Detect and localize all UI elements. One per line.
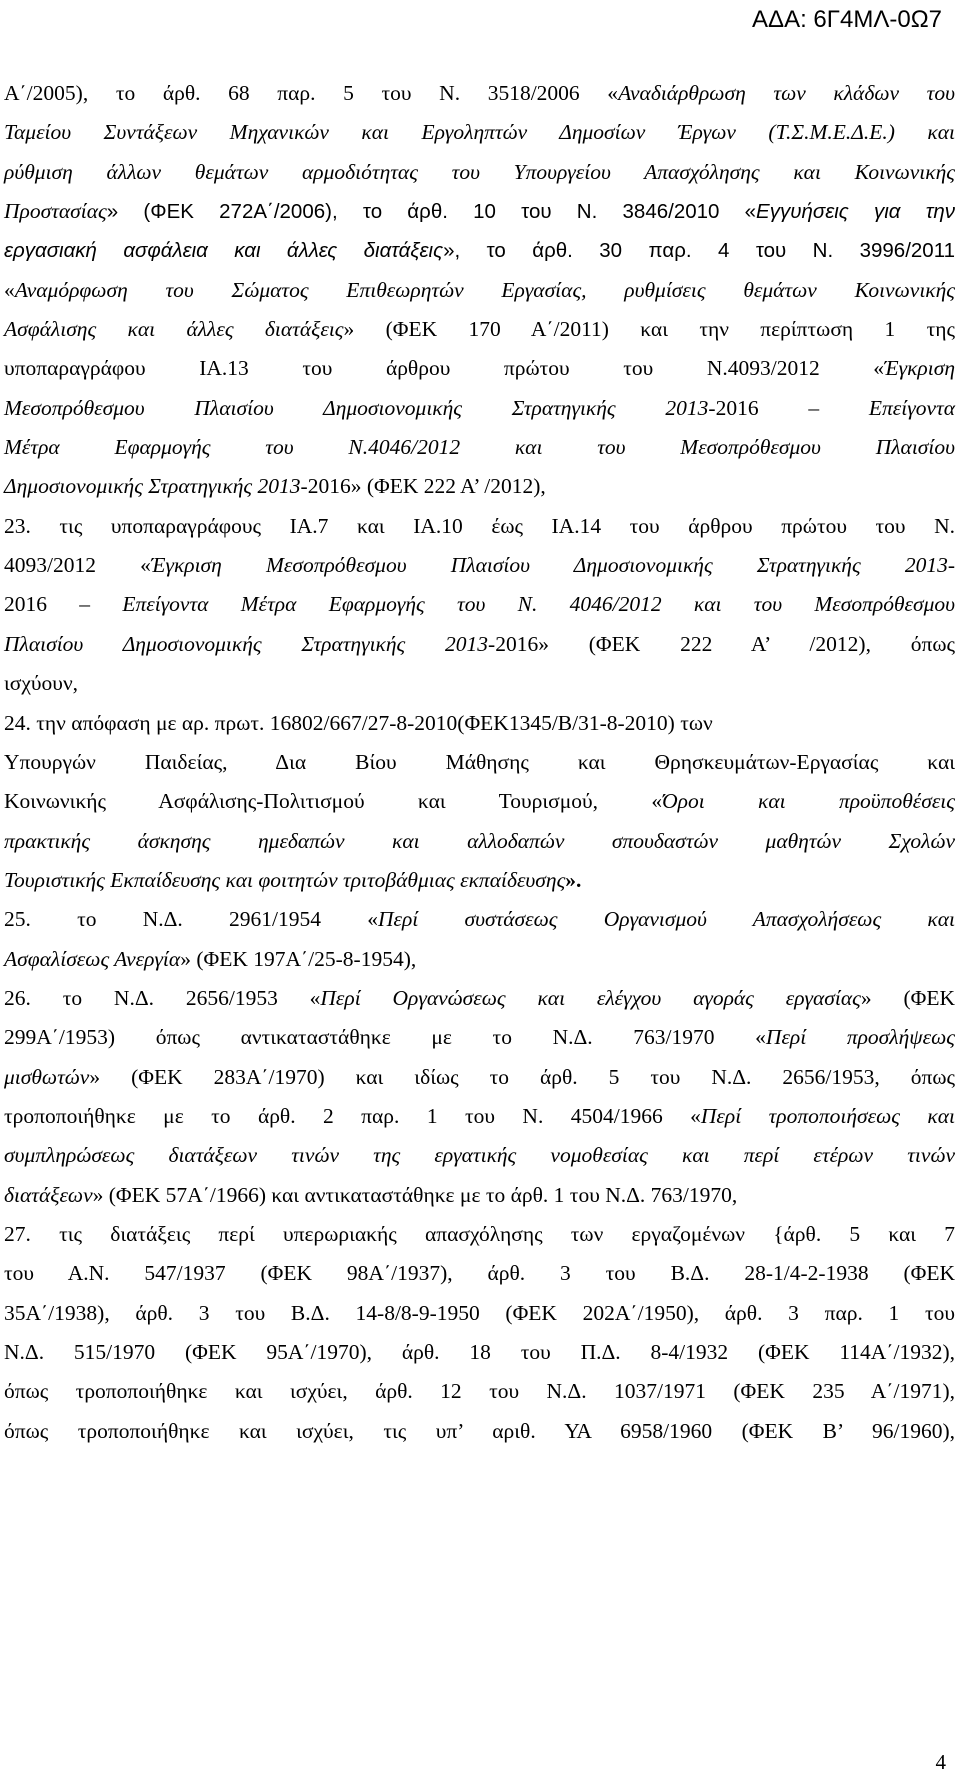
text-run: 299Α΄/1953) όπως αντικαταστάθηκε με το Ν.Δ. 763/1970 « [4,1025,766,1050]
italic-text: Δημοσιονομικής Στρατηγικής 2013 [4,474,301,499]
text-line [4,940,955,979]
text-run: 26. το Ν.Δ. 2656/1953 « [4,985,321,1010]
text-run: -2016 – [708,395,869,420]
text-line [4,271,955,310]
text-run: » (ΦΕΚ [860,985,955,1010]
text-run: Α΄/2005), το άρθ. 68 παρ. 5 του Ν. 3518/2006 « [4,81,619,105]
text-line [4,979,955,1018]
italic-text: διατάξεων [4,1182,93,1207]
italic-text: Περί Οργανώσεως και ελέγχου αγοράς εργασίας [320,985,861,1010]
italic-text: Όροι και προϋποθέσεις [662,789,955,814]
italic-text: Έγκριση [884,356,955,381]
text-line [4,1058,955,1097]
text-line [4,861,955,900]
text-line [4,1018,955,1057]
text-line [4,113,955,152]
italic-text: Αναμόρφωση του Σώματος Επιθεωρητών Εργασίας, ρυθμίσεις θεμάτων Κοινωνικής [14,277,955,302]
text-line [4,585,955,624]
text-run: -2016» (ΦΕΚ 222 Α’ /2012), [300,474,546,499]
text-run: - [947,553,955,578]
text-run: » (ΦΕΚ 272Α΄/2006), το άρθ. 10 του Ν. 3846/2010 « [106,200,757,224]
page-number: 4 [935,1750,946,1774]
text-line [4,900,955,939]
italic-text: Ταμείου Συντάξεων Μηχανικών και Εργοληπτών Δημοσίων Έργων (Τ.Σ.Μ.Ε.Δ.Ε.) και [4,120,955,145]
text-run: 27. τις διατάξεις περί υπερωριακής απασχόλησης των εργαζομένων {άρθ. 5 και 7 [4,1221,955,1246]
text-run: Ν.Δ. 515/1970 (ΦΕΚ 95Α΄/1970), άρθ. 18 του Π.Δ. 8-4/1932 (ΦΕΚ 114Α΄/1932), [4,1340,955,1364]
text-line [4,467,955,506]
italic-text: Περί τροποποιήσεως και [700,1103,955,1128]
text-line [4,1097,955,1136]
text-line [4,74,955,113]
text-run: 2016 – [4,592,123,617]
italic-text: εργασιακή ασφάλεια και άλλες διατάξεις [4,239,444,263]
text-run: », το άρθ. 30 παρ. 4 του Ν. 3996/2011 [443,239,955,263]
text-line [4,664,955,703]
text-line [4,1176,955,1215]
italic-text: Εγγυήσεις για την [756,200,956,224]
text-line [4,546,955,585]
italic-text: συμπληρώσεως διατάξεων τινών της εργατικής νομοθεσίας και περί ετέρων τινών [4,1143,955,1168]
text-run: όπως τροποποιήθηκε και ισχύει, τις υπ’ αριθ. ΥΑ 6958/1960 (ΦΕΚ Β’ 96/1960), [4,1418,955,1443]
italic-text: Πλαισίου Δημοσιονομικής Στρατηγικής 2013 [4,631,489,656]
italic-text: Ασφάλισης και άλλες διατάξεις [4,317,344,342]
italic-text: Επείγοντα Μέτρα Εφαρμογής του Ν. 4046/2012 και του Μεσοπρόθεσμου [122,592,956,617]
text-line [4,1136,955,1175]
italic-text: Επείγοντα [868,395,955,420]
text-run: 23. τις υποπαραγράφους ΙΑ.7 και ΙΑ.10 έως ΙΑ.14 του άρθρου πρώτου του Ν. [4,513,955,538]
text-line [4,782,955,821]
text-line [4,153,955,192]
ada-header: ΑΔΑ: 6Γ4ΜΛ-0Ω7 [752,6,942,33]
text-line [4,231,955,270]
text-line [4,1254,955,1293]
text-line [4,1215,955,1254]
text-line [4,192,955,231]
italic-text: Προστασίας [4,199,107,224]
bold-text: ». [565,867,582,892]
text-line [4,507,955,546]
text-run: » (ΦΕΚ 170 Α΄/2011) και την περίπτωση 1 της [343,317,955,342]
text-line [4,389,955,428]
text-line [4,625,955,664]
text-run: ισχύουν, [4,671,79,696]
italic-text: Περί συστάσεως Οργανισμού Απασχολήσεως και [377,907,955,932]
document-body [0,74,960,1451]
text-line [4,310,955,349]
text-line [4,428,955,467]
text-run: 24. την απόφαση με αρ. πρωτ. 16802/667/27-8-2010(ΦΕΚ1345/Β/31-8-2010) των [4,710,713,735]
text-run: -2016» (ΦΕΚ 222 Α’ /2012), όπως [488,631,955,656]
text-run: 4093/2012 « [4,553,151,578]
text-run: » (ΦΕΚ 283Α΄/1970) και ιδίως το άρθ. 5 του Ν.Δ. 2656/1953, όπως [89,1064,955,1089]
italic-text: Τουριστικής Εκπαίδευσης και φοιτητών τριτοβάθμιας εκπαίδευσης [4,867,566,892]
text-run: υποπαραγράφου ΙΑ.13 του άρθρου πρώτου του Ν.4093/2012 « [4,356,885,381]
text-run: τροποποιήθηκε με το άρθ. 2 παρ. 1 του Ν. 4504/1966 « [4,1103,701,1128]
text-line [4,1294,955,1333]
text-line [4,743,955,782]
text-line [4,1372,955,1411]
text-run: 25. το Ν.Δ. 2961/1954 « [4,907,378,932]
italic-text: Περί προσλήψεως [765,1025,955,1050]
italic-text: Ασφαλίσεως Ανεργία [4,946,181,971]
italic-text: Αναδιάρθρωση των κλάδων του [618,81,955,105]
text-run: « [4,277,15,302]
italic-text: μισθωτών [4,1064,90,1089]
text-run: » (ΦΕΚ 57Α΄/1966) και αντικαταστάθηκε με το άρθ. 1 του Ν.Δ. 763/1970, [92,1182,738,1207]
text-run: Κοινωνικής Ασφάλισης-Πολιτισμού και Τουρισμού, « [4,789,663,814]
italic-text: ρύθμιση άλλων θεμάτων αρμοδιότητας του Υπουργείου Απασχόλησης και Κοινωνικής [4,159,955,184]
text-line [4,349,955,388]
text-run: 35Α΄/1938), άρθ. 3 του Β.Δ. 14-8/8-9-1950 (ΦΕΚ 202Α΄/1950), άρθ. 3 παρ. 1 του [4,1300,955,1325]
text-run: του Α.Ν. 547/1937 (ΦΕΚ 98Α΄/1937), άρθ. 3 του Β.Δ. 28-1/4-2-1938 (ΦΕΚ [4,1261,955,1286]
italic-text: Έγκριση Μεσοπρόθεσμου Πλαισίου Δημοσιονομικής Στρατηγικής 2013 [150,553,948,578]
text-run: όπως τροποποιήθηκε και ισχύει, άρθ. 12 του Ν.Δ. 1037/1971 (ΦΕΚ 235 Α΄/1971), [4,1379,955,1404]
text-run: Υπουργών Παιδείας, Δια Βίου Μάθησης και Θρησκευμάτων-Εργασίας και [4,749,955,774]
text-line [4,704,955,743]
italic-text: Μέτρα Εφαρμογής του Ν.4046/2012 και του Μεσοπρόθεσμου Πλαισίου [4,435,955,460]
text-line [4,1412,955,1451]
italic-text: πρακτικής άσκησης ημεδαπών και αλλοδαπών σπουδαστών μαθητών Σχολών [4,828,955,853]
text-line [4,1333,955,1372]
text-run: » (ΦΕΚ 197Α΄/25-8-1954), [180,946,417,971]
italic-text: Μεσοπρόθεσμου Πλαισίου Δημοσιονομικής Στρατηγικής 2013 [4,395,709,420]
text-line [4,822,955,861]
